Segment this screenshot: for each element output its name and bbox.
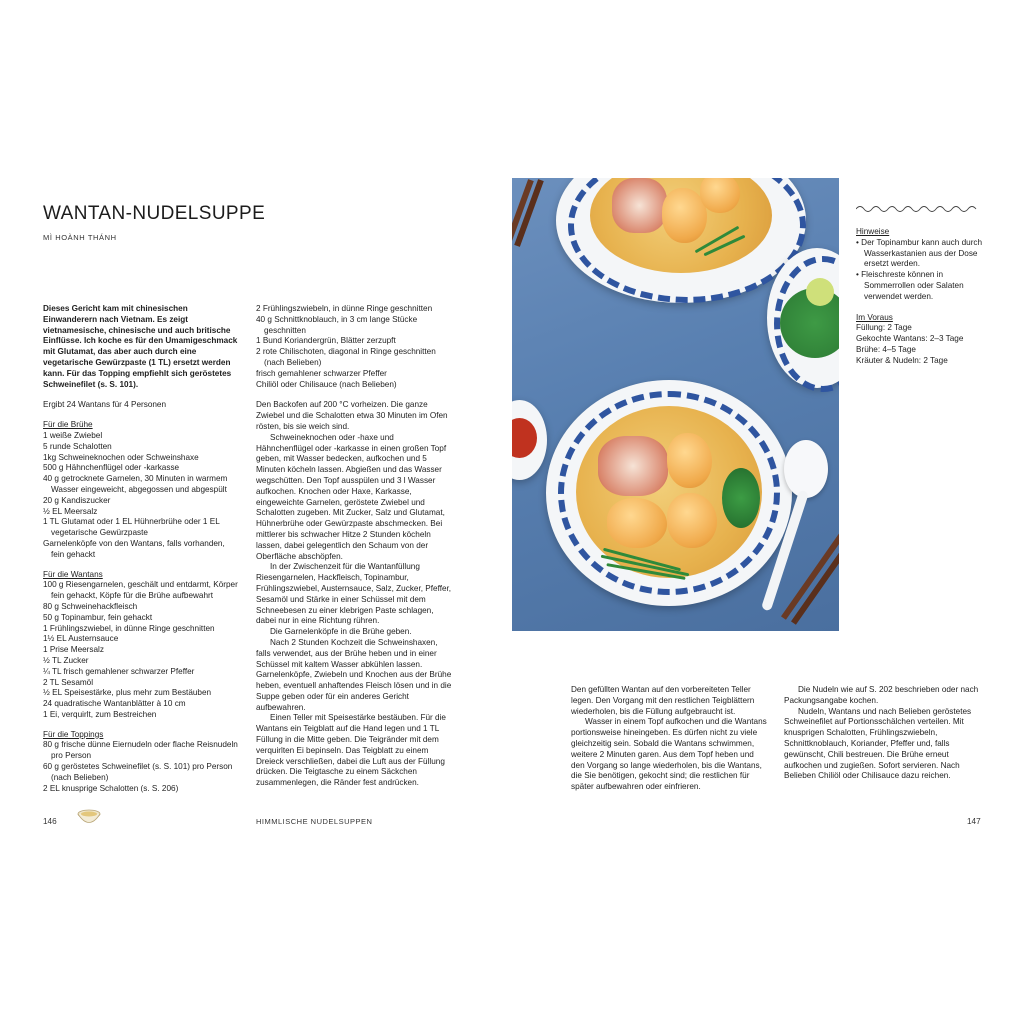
- list-item: 1 Frühlingszwiebel, in dünne Ringe geschnitten: [43, 623, 215, 633]
- list-item: ½ TL Zucker: [43, 655, 89, 665]
- list-item: 100 g Riesengarnelen, geschält und entdarmt, Körper fein gehackt, Köpfe für die Brühe aufbewahrt: [43, 580, 238, 601]
- yield-text: Ergibt 24 Wantans für 4 Personen: [43, 400, 167, 410]
- method-paragraph: Schweineknochen oder -haxe und Hähnchenflügel oder -karkasse in einen großen Topf geben, mit Wasser bedecken, aufkochen und 5 Minuten köcheln lassen. Abgießen und das Wasser wegschütten. Den Topf ausspülen und 3 l Wasser aufkochen. Knochen oder Haxe, Karkasse, eingeweichte Garnelen, geröstete Zwiebel und Schalotten zugeben. Mit Zucker, Salz und Glutamat, Hühnerbrühe oder Gewürzpaste abschmecken. Bei mittlerer bis schwacher Hitze 2 Stunden köcheln lassen, dabei gelegentlich den Schaum von der Oberfläche abschöpfen.: [256, 432, 447, 561]
- list-item: Garnelenköpfe von den Wantans, falls vorhanden, fein gehackt: [43, 538, 225, 559]
- method-paragraph: Einen Teller mit Speisestärke bestäuben. Für die Wantans ein Teigblatt auf die Hand legen und 1 TL Füllung in die Mitte geben. Die Teigränder mit dem verquirlten Ei bepinseln. Das Teigblatt zu einem Dreieck verschließen, dabei die Luft aus der Füllung drücken. Die Teigtasche zu einem Säckchen zusammenlegen, die Ränder fest andrücken.: [256, 713, 446, 788]
- list-item: 2 TL Sesamöl: [43, 677, 94, 687]
- list-item: ½ EL Speisestärke, plus mehr zum Bestäuben: [43, 688, 212, 698]
- list-item: frisch gemahlener schwarzer Pfeffer: [256, 368, 387, 378]
- list-item: 40 g Schnittknoblauch, in 3 cm lange Stücke geschnitten: [256, 314, 418, 335]
- note-item: • Der Topinambur kann auch durch Wasserkastanien aus der Dose ersetzt werden.: [856, 237, 983, 269]
- broth-list: [43, 431, 239, 561]
- notes-sidebar: [856, 227, 986, 367]
- decorative-wave-ornament: [856, 204, 978, 212]
- method-column-right-1: [571, 685, 767, 793]
- list-item: 60 g geröstetes Schweinefilet (s. S. 101) pro Person (nach Belieben): [43, 762, 233, 782]
- list-item: 500 g Hähnchenflügel oder -karkasse: [43, 463, 180, 473]
- method-paragraph: Nudeln, Wantans und nach Belieben geröstetes Schweinefilet auf Portionsschälchen verteilen. Mit knusprigen Schalotten, Frühlingszwiebeln, Schnittknoblauch, Koriander, Pfeffer und, falls gewünscht, Chili bestreuen. Die Brühe erneut aufkochen und zugießen. Sofort servieren. Nach Belieben Chiliöl oder Chilisauce dazu reichen.: [784, 706, 972, 781]
- method-paragraph: Nach 2 Stunden Kochzeit die Schweinshaxen, falls verwendet, aus der Brühe heben und in einer Schüssel mit kaltem Wasser abkühlen lassen. Garnelenköpfe, Zwiebeln und Knochen aus der Brühe heben, eventuell anhaftendes Fleisch lösen und in die Suppe geben oder für ein anderes Gericht aufbewahren.: [256, 637, 452, 712]
- list-item: 1½ EL Austernsauce: [43, 634, 119, 644]
- intro-text: Dieses Gericht kam mit chinesischen Einwanderern nach Vietnam. Es zeigt vietnamesische, chinesische und auch britische Einflüsse. Ich koche es für den Umamigeschmack mit Glutamat, das aber auch durch eine vegetarische Gewürzpaste (1 TL) ersetzt werden kann. Für das Topping empfiehlt sich geröstetes Schweinefilet (s. S. 101).: [43, 304, 238, 389]
- method-paragraph: Die Garnelenköpfe in die Brühe geben.: [270, 627, 412, 637]
- ahead-item: Gekochte Wantans: 2–3 Tage: [856, 334, 964, 344]
- wantans-list: [43, 580, 239, 720]
- list-item: 20 g Kandiszucker: [43, 495, 111, 505]
- left-page: [0, 0, 510, 1024]
- list-item: 2 rote Chilischoten, diagonal in Ringe geschnitten (nach Belieben): [256, 347, 436, 367]
- ahead-heading: Im Voraus: [856, 312, 893, 322]
- method-column: [256, 304, 452, 789]
- list-item: 1kg Schweineknochen oder Schweinshaxe: [43, 452, 199, 462]
- method-column-right-2: [784, 685, 980, 782]
- recipe-subtitle: MÌ HOÀNH THÁNH: [43, 233, 117, 242]
- list-item: 80 g Schweinehackfleisch: [43, 601, 138, 611]
- method-paragraph: In der Zwischenzeit für die Wantanfüllung Riesengarnelen, Hackfleisch, Topinambur, Frühlingszwiebel, Austernsauce, Salz, Zucker, Pfeffer, Sesamöl und Stärke in einer Schüssel mit dem Schneebesen zu einer klebrigen Paste schlagen, dabei nur in eine Richtung rühren.: [256, 562, 452, 626]
- bowl-icon: [76, 807, 102, 829]
- ahead-item: Füllung: 2 Tage: [856, 323, 912, 333]
- list-item: 40 g getrocknete Garnelen, 30 Minuten in warmem Wasser eingeweicht, abgegossen und abgespült: [43, 474, 228, 494]
- broth-heading: Für die Brühe: [43, 420, 93, 430]
- ahead-item: Brühe: 4–5 Tage: [856, 344, 916, 354]
- list-item: Chiliöl oder Chilisauce (nach Belieben): [256, 379, 397, 389]
- list-item: 1 weiße Zwiebel: [43, 430, 103, 440]
- recipe-title: WANTAN-NUDELSUPPE: [43, 203, 266, 224]
- note-item: • Fleischreste können in Sommerrollen oder Salaten verwendet werden.: [856, 270, 964, 301]
- list-item: ½ EL Meersalz: [43, 506, 98, 516]
- ingredients-column: [43, 304, 239, 794]
- method-paragraph: Den gefüllten Wantan auf den vorbereiteten Teller legen. Den Vorgang mit den restlichen Teigblättern wiederholen, bis die Füllung aufgebraucht ist.: [571, 685, 755, 716]
- page-number-right: 147: [967, 817, 981, 826]
- ahead-item: Kräuter & Nudeln: 2 Tage: [856, 355, 948, 365]
- list-item: 50 g Topinambur, fein gehackt: [43, 612, 153, 622]
- page-number-left: 146: [43, 817, 57, 826]
- list-item: 2 EL knusprige Schalotten (s. S. 206): [43, 783, 179, 793]
- list-item: 2 Frühlingszwiebeln, in dünne Ringe geschnitten: [256, 304, 433, 313]
- list-item: 1 Ei, verquirlt, zum Bestreichen: [43, 709, 157, 719]
- method-paragraph: Wasser in einem Topf aufkochen und die Wantans portionsweise hineingeben. Es dürfen nicht zu viele gleichzeitig sein. Sobald die Wantans schwimmen, weitere 2 Minuten garen. Aus dem Topf heben und den Vorgang so lange wiederholen, bis die Wantans, die Sie benötigen, gekocht sind; die restlichen für später aufbewahren oder einfrieren.: [571, 717, 767, 792]
- list-item: 80 g frische dünne Eiernudeln oder flache Reisnudeln pro Person: [43, 740, 238, 761]
- list-item: 1 Prise Meersalz: [43, 645, 104, 655]
- list-item: 24 quadratische Wantanblätter à 10 cm: [43, 699, 186, 709]
- toppings-list-continued: [256, 304, 452, 390]
- list-item: 5 runde Schalotten: [43, 441, 112, 451]
- list-item: 1 TL Glutamat oder 1 EL Hühnerbrühe oder 1 EL vegetarische Gewürzpaste: [43, 517, 220, 538]
- method-paragraph: Die Nudeln wie auf S. 202 beschrieben oder nach Packungsangabe kochen.: [784, 685, 979, 705]
- toppings-heading: Für die Toppings: [43, 729, 104, 739]
- running-head: HIMMLISCHE NUDELSUPPEN: [256, 817, 373, 826]
- toppings-list: [43, 740, 239, 794]
- list-item: 1 Bund Koriandergrün, Blätter zerzupft: [256, 336, 396, 346]
- wantans-heading: Für die Wantans: [43, 569, 103, 579]
- notes-heading: Hinweise: [856, 227, 890, 236]
- list-item: ¼ TL frisch gemahlener schwarzer Pfeffer: [43, 666, 195, 676]
- method-paragraph: Den Backofen auf 200 °C vorheizen. Die ganze Zwiebel und die Schalotten etwa 30 Minuten im Ofen rösten, bis sie weich sind.: [256, 400, 448, 431]
- right-page: [512, 0, 1024, 1024]
